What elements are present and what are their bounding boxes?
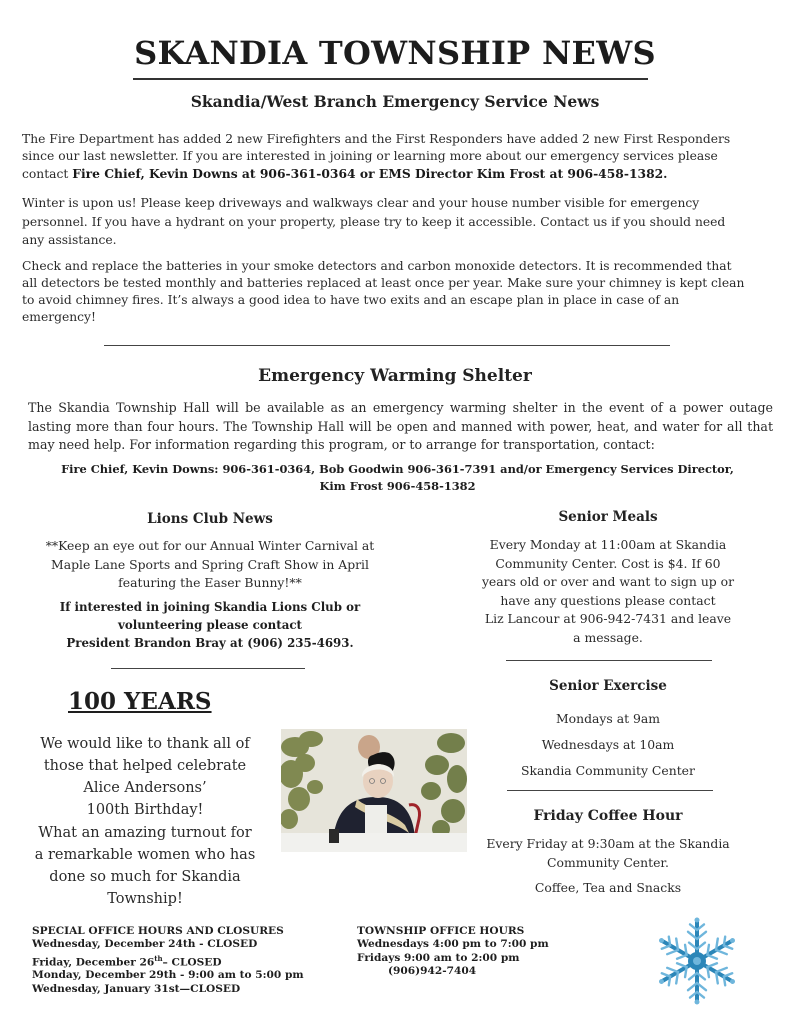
office-hours-line: Fridays 9:00 am to 2:00 pm (357, 951, 520, 964)
senior-exercise-schedule (460, 706, 756, 784)
text-line: If interested in joining Skandia Lions Club or (59, 600, 361, 614)
text-line: President Brandon Bray at (906) 235-4693. (66, 636, 354, 650)
birthday-photo (281, 729, 467, 852)
text-line: to avoid chimney fires. It’s always a good idea to have two exits and an escape plan in place in case of an (22, 293, 680, 307)
text-line: those that helped celebrate (43, 758, 247, 774)
snowflake-graphic (652, 916, 742, 1006)
birthday-photo-illustration (281, 729, 467, 852)
text-line: Wednesdays at 10am (541, 737, 675, 752)
closure-line: Wednesday, January 31st—CLOSED (32, 982, 241, 995)
text-line: have any questions please contact (500, 592, 716, 608)
text-line: Community Center. (547, 854, 669, 870)
text-line: a remarkable women who has (34, 847, 256, 863)
special-hours-heading: SPECIAL OFFICE HOURS AND CLOSURES (32, 925, 284, 937)
lions-club-announcement (20, 537, 400, 593)
section-heading-coffee-hour: Friday Coffee Hour (533, 808, 683, 824)
text-line: any assistance. (22, 233, 117, 247)
contact-info: Fire Chief, Kevin Downs at 906-361-0364 or EMS Director Kim Frost at 906-458-1382. (72, 166, 668, 181)
paragraph-warming-shelter: The Skandia Township Hall will be available as an emergency warming shelter in the event of a power outage lasting more than four hours. The Township Hall will be open and manned with power, heat, and water for all that may need help. For information regarding this program, or to arrange for transportation, contact: (28, 400, 773, 452)
contact-line: Kim Frost 906-458-1382 (319, 479, 476, 493)
section-heading-emergency-service-news: Skandia/West Branch Emergency Service News (190, 92, 600, 111)
township-office-hours (357, 925, 597, 978)
section-divider (104, 345, 670, 346)
text-line: Community Center. Cost is $4. If 60 (495, 555, 721, 571)
text-line: Mondays at 9am (555, 711, 661, 726)
title-underline (133, 78, 648, 80)
text-line: Maple Lane Sports and Spring Craft Show in April (51, 556, 369, 572)
text-line: Alice Andersons’ (83, 780, 207, 796)
paragraph-winter-safety (22, 194, 772, 250)
warming-shelter-contacts (30, 461, 765, 495)
senior-meals-details (460, 536, 756, 647)
text-line: 100th Birthday! (86, 802, 204, 818)
section-heading-warming-shelter: Emergency Warming Shelter (258, 366, 532, 386)
section-heading-senior-meals: Senior Meals (558, 509, 658, 525)
section-heading-lions-club: Lions Club News (147, 511, 273, 527)
coffee-hour-details (460, 835, 756, 872)
closure-line: Wednesday, December 24th - CLOSED (32, 938, 258, 951)
birthday-thanks (20, 733, 270, 821)
text-line: We would like to thank all of (40, 736, 250, 752)
text-line: personnel. If you have a hydrant on your property, please try to keep it accessible. Contact us if you should need (22, 214, 726, 229)
text-line (22, 165, 772, 183)
section-divider (507, 790, 713, 791)
paragraph-new-responders (22, 131, 772, 183)
text-line: Every Friday at 9:30am at the Skandia (486, 836, 730, 851)
section-heading-100-years: 100 YEARS (68, 688, 212, 715)
text-line: Every Monday at 11:00am at Skandia (489, 537, 727, 552)
text-line: Liz Lancour at 906-942-7431 and leave (484, 611, 732, 626)
text-line: Winter is upon us! Please keep driveways and walkways clear and your house number visible for emergency (22, 196, 700, 210)
ordinal-suffix: th (154, 953, 163, 963)
text-line: done so much for Skandia (49, 869, 241, 885)
text-line: since our last newsletter. If you are interested in joining or learning more about our emergency services please (22, 149, 718, 163)
text-line: featuring the Easer Bunny!** (118, 575, 302, 590)
coffee-hour-offerings: Coffee, Tea and Snacks (534, 880, 682, 895)
birthday-tribute (20, 822, 270, 910)
special-office-hours (32, 925, 332, 996)
contact-prefix: contact (22, 167, 73, 181)
text-line: emergency! (22, 310, 96, 324)
text-line: volunteering please contact (118, 618, 302, 632)
section-divider (111, 668, 305, 669)
office-hours-line: Wednesdays 4:00 pm to 7:00 pm (357, 938, 549, 951)
section-divider (506, 660, 712, 661)
closure-line: Monday, December 29th - 9:00 am to 5:00 pm (32, 969, 304, 982)
closure-date: Friday, December 26 (32, 956, 155, 969)
text-line: Skandia Community Center (521, 763, 695, 778)
lions-club-contact (20, 598, 400, 652)
paragraph-detectors (22, 258, 772, 326)
text-line: Township! (107, 891, 183, 907)
text-line: years old or over and want to sign up or (481, 574, 735, 589)
newsletter-title: SKANDIA TOWNSHIP NEWS (134, 34, 656, 72)
text-line: Check and replace the batteries in your smoke detectors and carbon monoxide detectors. It is recommended that (22, 259, 732, 273)
text-line: The Fire Department has added 2 new Firefighters and the First Responders have added 2 new First Responders (22, 132, 731, 146)
text-line: a message. (573, 629, 643, 645)
text-line: **Keep an eye out for our Annual Winter Carnival at (45, 538, 375, 553)
office-phone: (906)942-7404 (388, 964, 477, 977)
contact-line: Fire Chief, Kevin Downs: 906-361-0364, Bob Goodwin 906-361-7391 and/or Emergency Services Director, (61, 462, 734, 476)
office-hours-heading: TOWNSHIP OFFICE HOURS (357, 925, 525, 937)
text-line: What an amazing turnout for (38, 825, 252, 841)
closure-line (32, 952, 332, 970)
section-heading-senior-exercise: Senior Exercise (549, 678, 667, 694)
closure-status: – CLOSED (162, 956, 222, 969)
snowflake-icon (652, 916, 742, 1006)
text-line: all detectors be tested monthly and batteries replaced at least once per year. Make sure your chimney is kept clean (22, 276, 745, 290)
